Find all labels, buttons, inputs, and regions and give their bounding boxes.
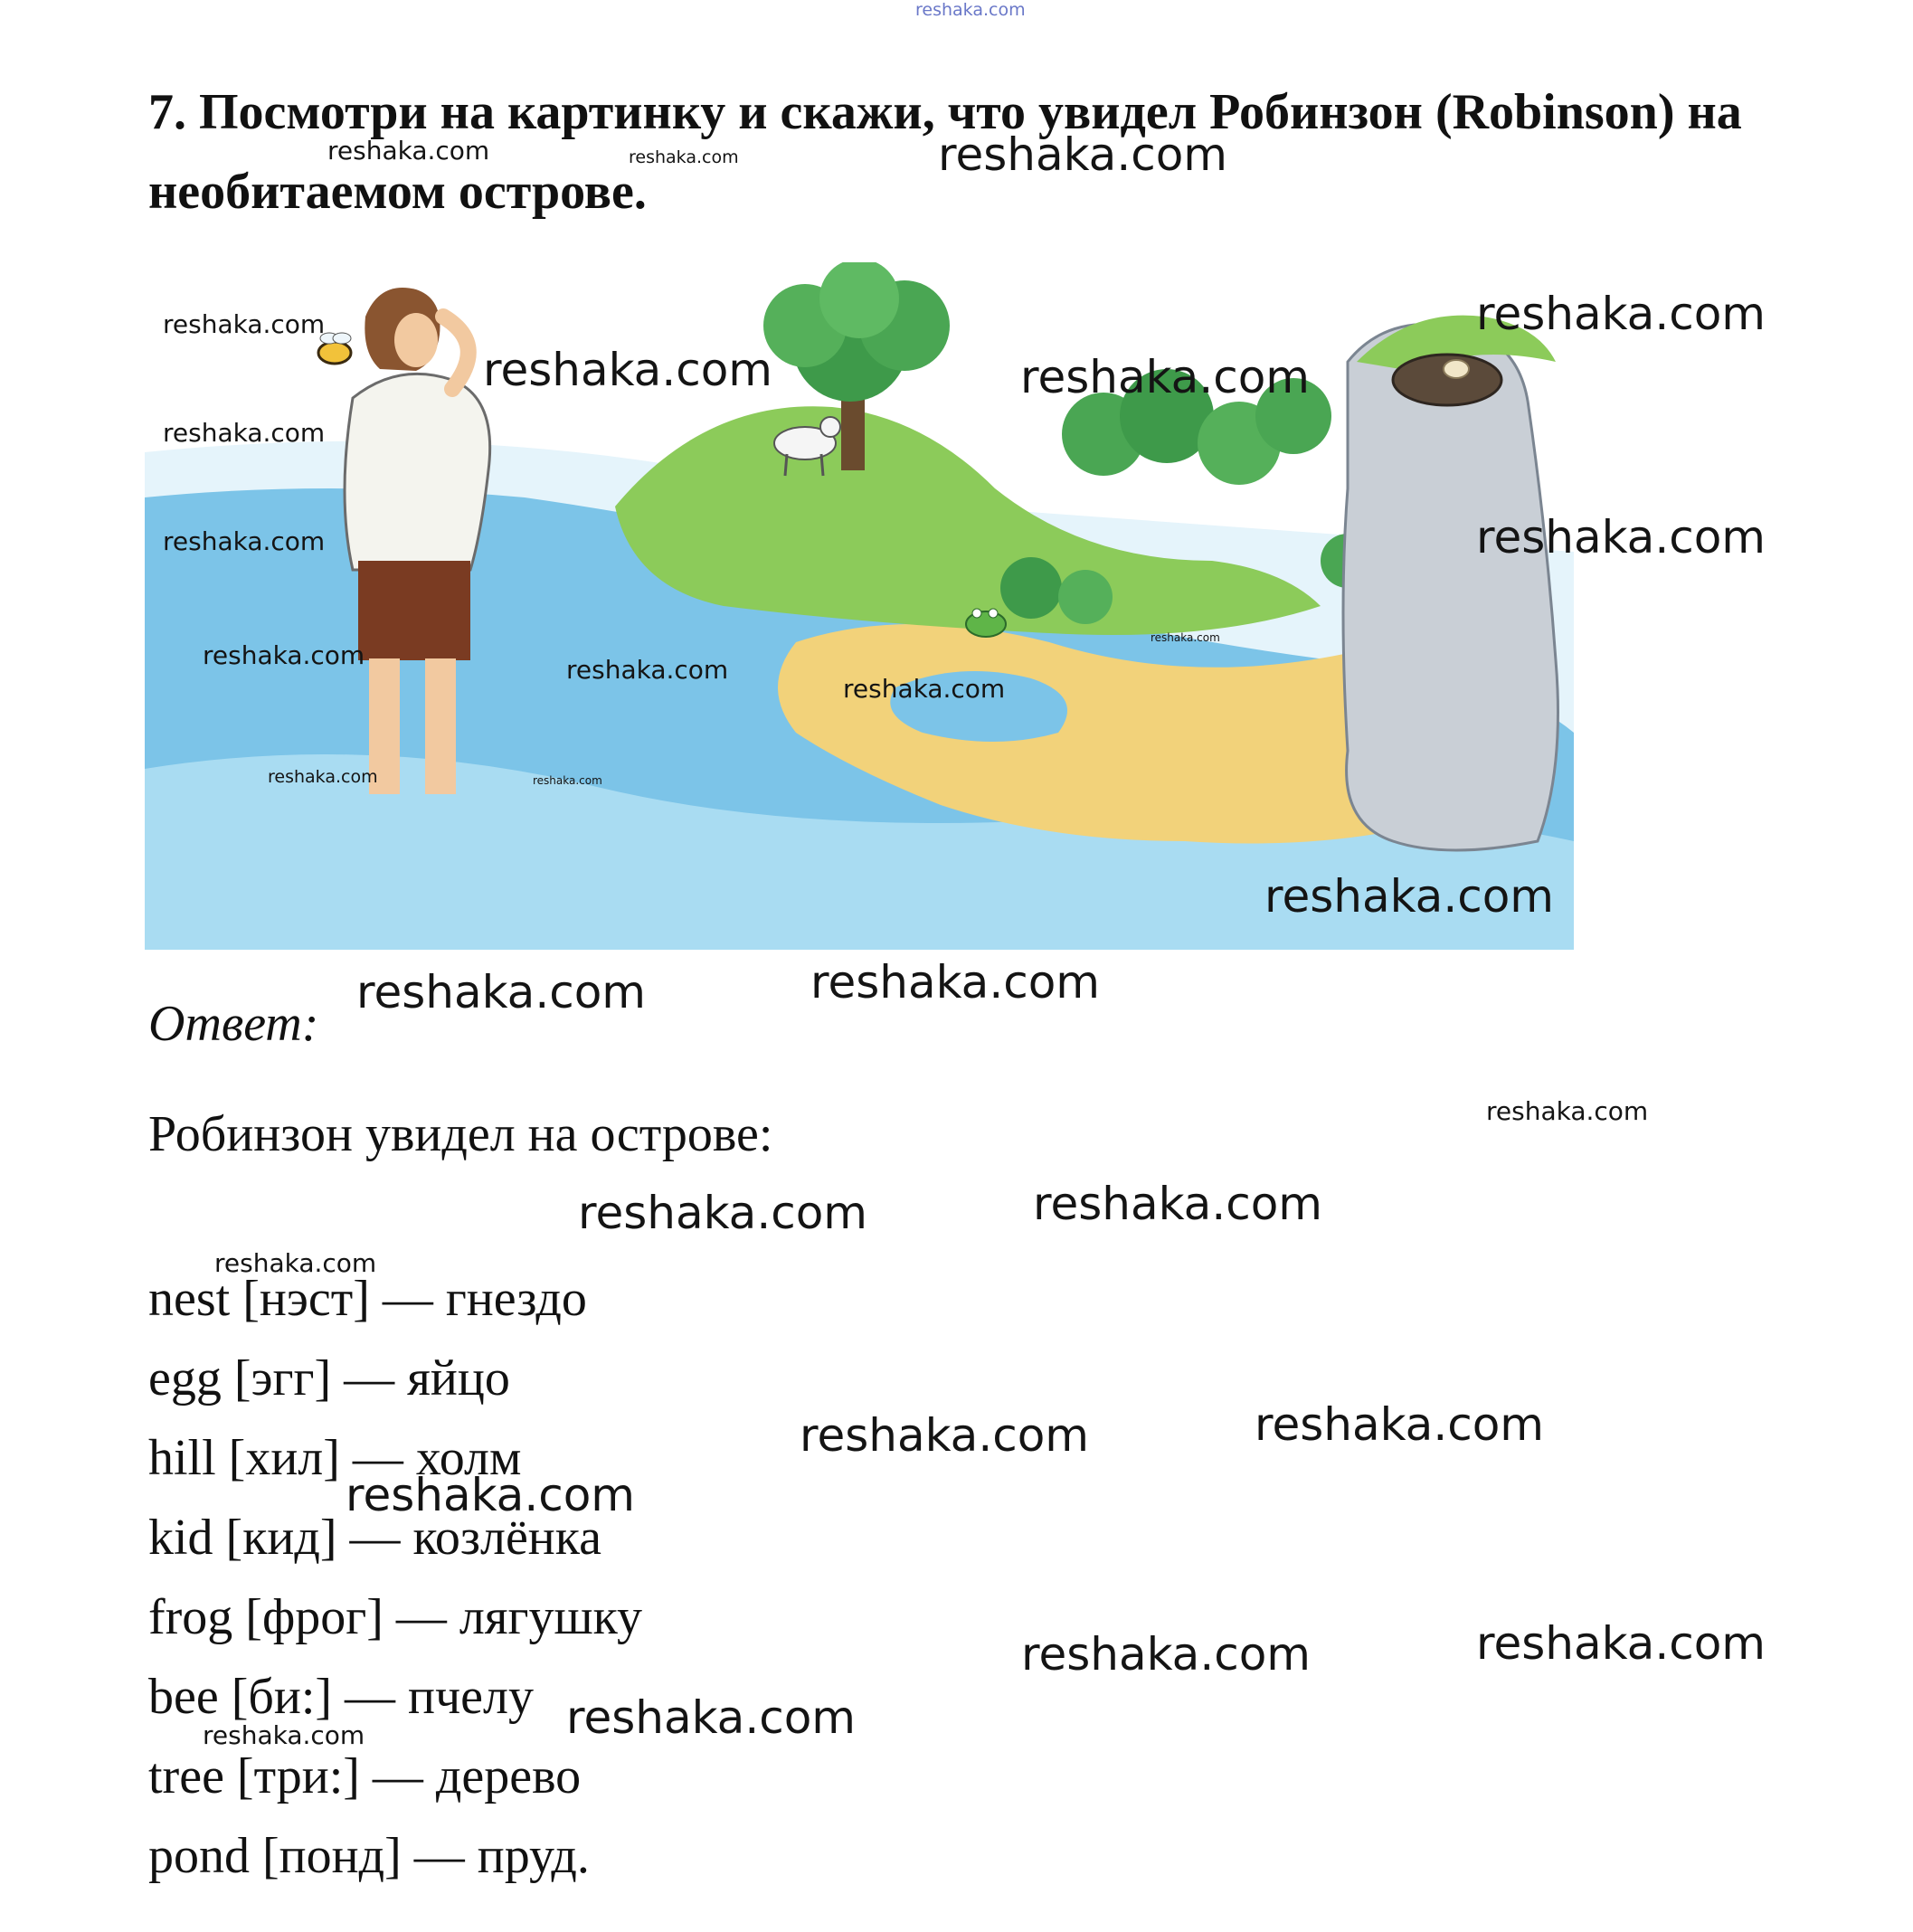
watermark: reshaka.com xyxy=(163,309,326,339)
watermark: reshaka.com xyxy=(578,1187,867,1239)
egg-icon xyxy=(1444,360,1469,378)
watermark: reshaka.com xyxy=(800,1409,1089,1462)
list-item: nest [нэст] — гнездо xyxy=(148,1271,587,1327)
watermark: reshaka.com xyxy=(1033,1178,1322,1230)
watermark: reshaka.com xyxy=(843,674,1006,704)
watermark: reshaka.com xyxy=(1264,870,1554,923)
watermark: reshaka.com xyxy=(1486,1096,1649,1126)
vocabulary-list xyxy=(148,1259,642,1896)
list-item: hill [хил] — холм xyxy=(148,1430,522,1486)
watermark: reshaka.com xyxy=(810,956,1100,1009)
watermark: reshaka.com xyxy=(214,1248,377,1278)
watermark: reshaka.com xyxy=(566,1691,856,1744)
watermark: reshaka.com xyxy=(629,147,739,167)
watermark: reshaka.com xyxy=(533,774,602,787)
watermark: reshaka.com xyxy=(483,344,772,396)
task-title: 7. Посмотри на картинку и скажи, что увидел Робинзон (Robinson) на необитаемом острове. xyxy=(148,84,1742,220)
watermark: reshaka.com xyxy=(1151,631,1220,644)
watermark: reshaka.com xyxy=(268,767,378,787)
list-item: kid [кид] — козлёнка xyxy=(148,1510,601,1566)
site-mark: reshaka.com xyxy=(915,0,1026,20)
answer-label: Ответ: xyxy=(148,996,319,1052)
watermark: reshaka.com xyxy=(566,655,729,685)
list-item: tree [три:] — дерево xyxy=(148,1748,582,1804)
island-illustration xyxy=(145,262,1574,950)
watermark: reshaka.com xyxy=(1255,1398,1544,1451)
watermark: reshaka.com xyxy=(203,1720,365,1750)
watermark: reshaka.com xyxy=(346,1469,635,1521)
watermark: reshaka.com xyxy=(1476,1617,1766,1670)
watermark: reshaka.com xyxy=(1021,1628,1311,1681)
watermark: reshaka.com xyxy=(203,640,365,670)
watermark: reshaka.com xyxy=(1476,288,1766,340)
watermark: reshaka.com xyxy=(163,418,326,448)
answer-intro: Робинзон увидел на острове: xyxy=(148,1106,773,1162)
watermark: reshaka.com xyxy=(1020,351,1310,403)
list-item: egg [эгг] — яйцо xyxy=(148,1350,510,1406)
watermark: reshaka.com xyxy=(356,966,646,1018)
watermark: reshaka.com xyxy=(163,526,326,556)
list-item: bee [би:] — пчелу xyxy=(148,1669,534,1725)
watermark: reshaka.com xyxy=(327,136,490,166)
watermark: reshaka.com xyxy=(1476,511,1766,564)
watermark: reshaka.com xyxy=(938,128,1227,181)
list-item: frog [фрог] — лягушку xyxy=(148,1589,643,1645)
list-item: pond [понд] — пруд. xyxy=(148,1828,590,1884)
